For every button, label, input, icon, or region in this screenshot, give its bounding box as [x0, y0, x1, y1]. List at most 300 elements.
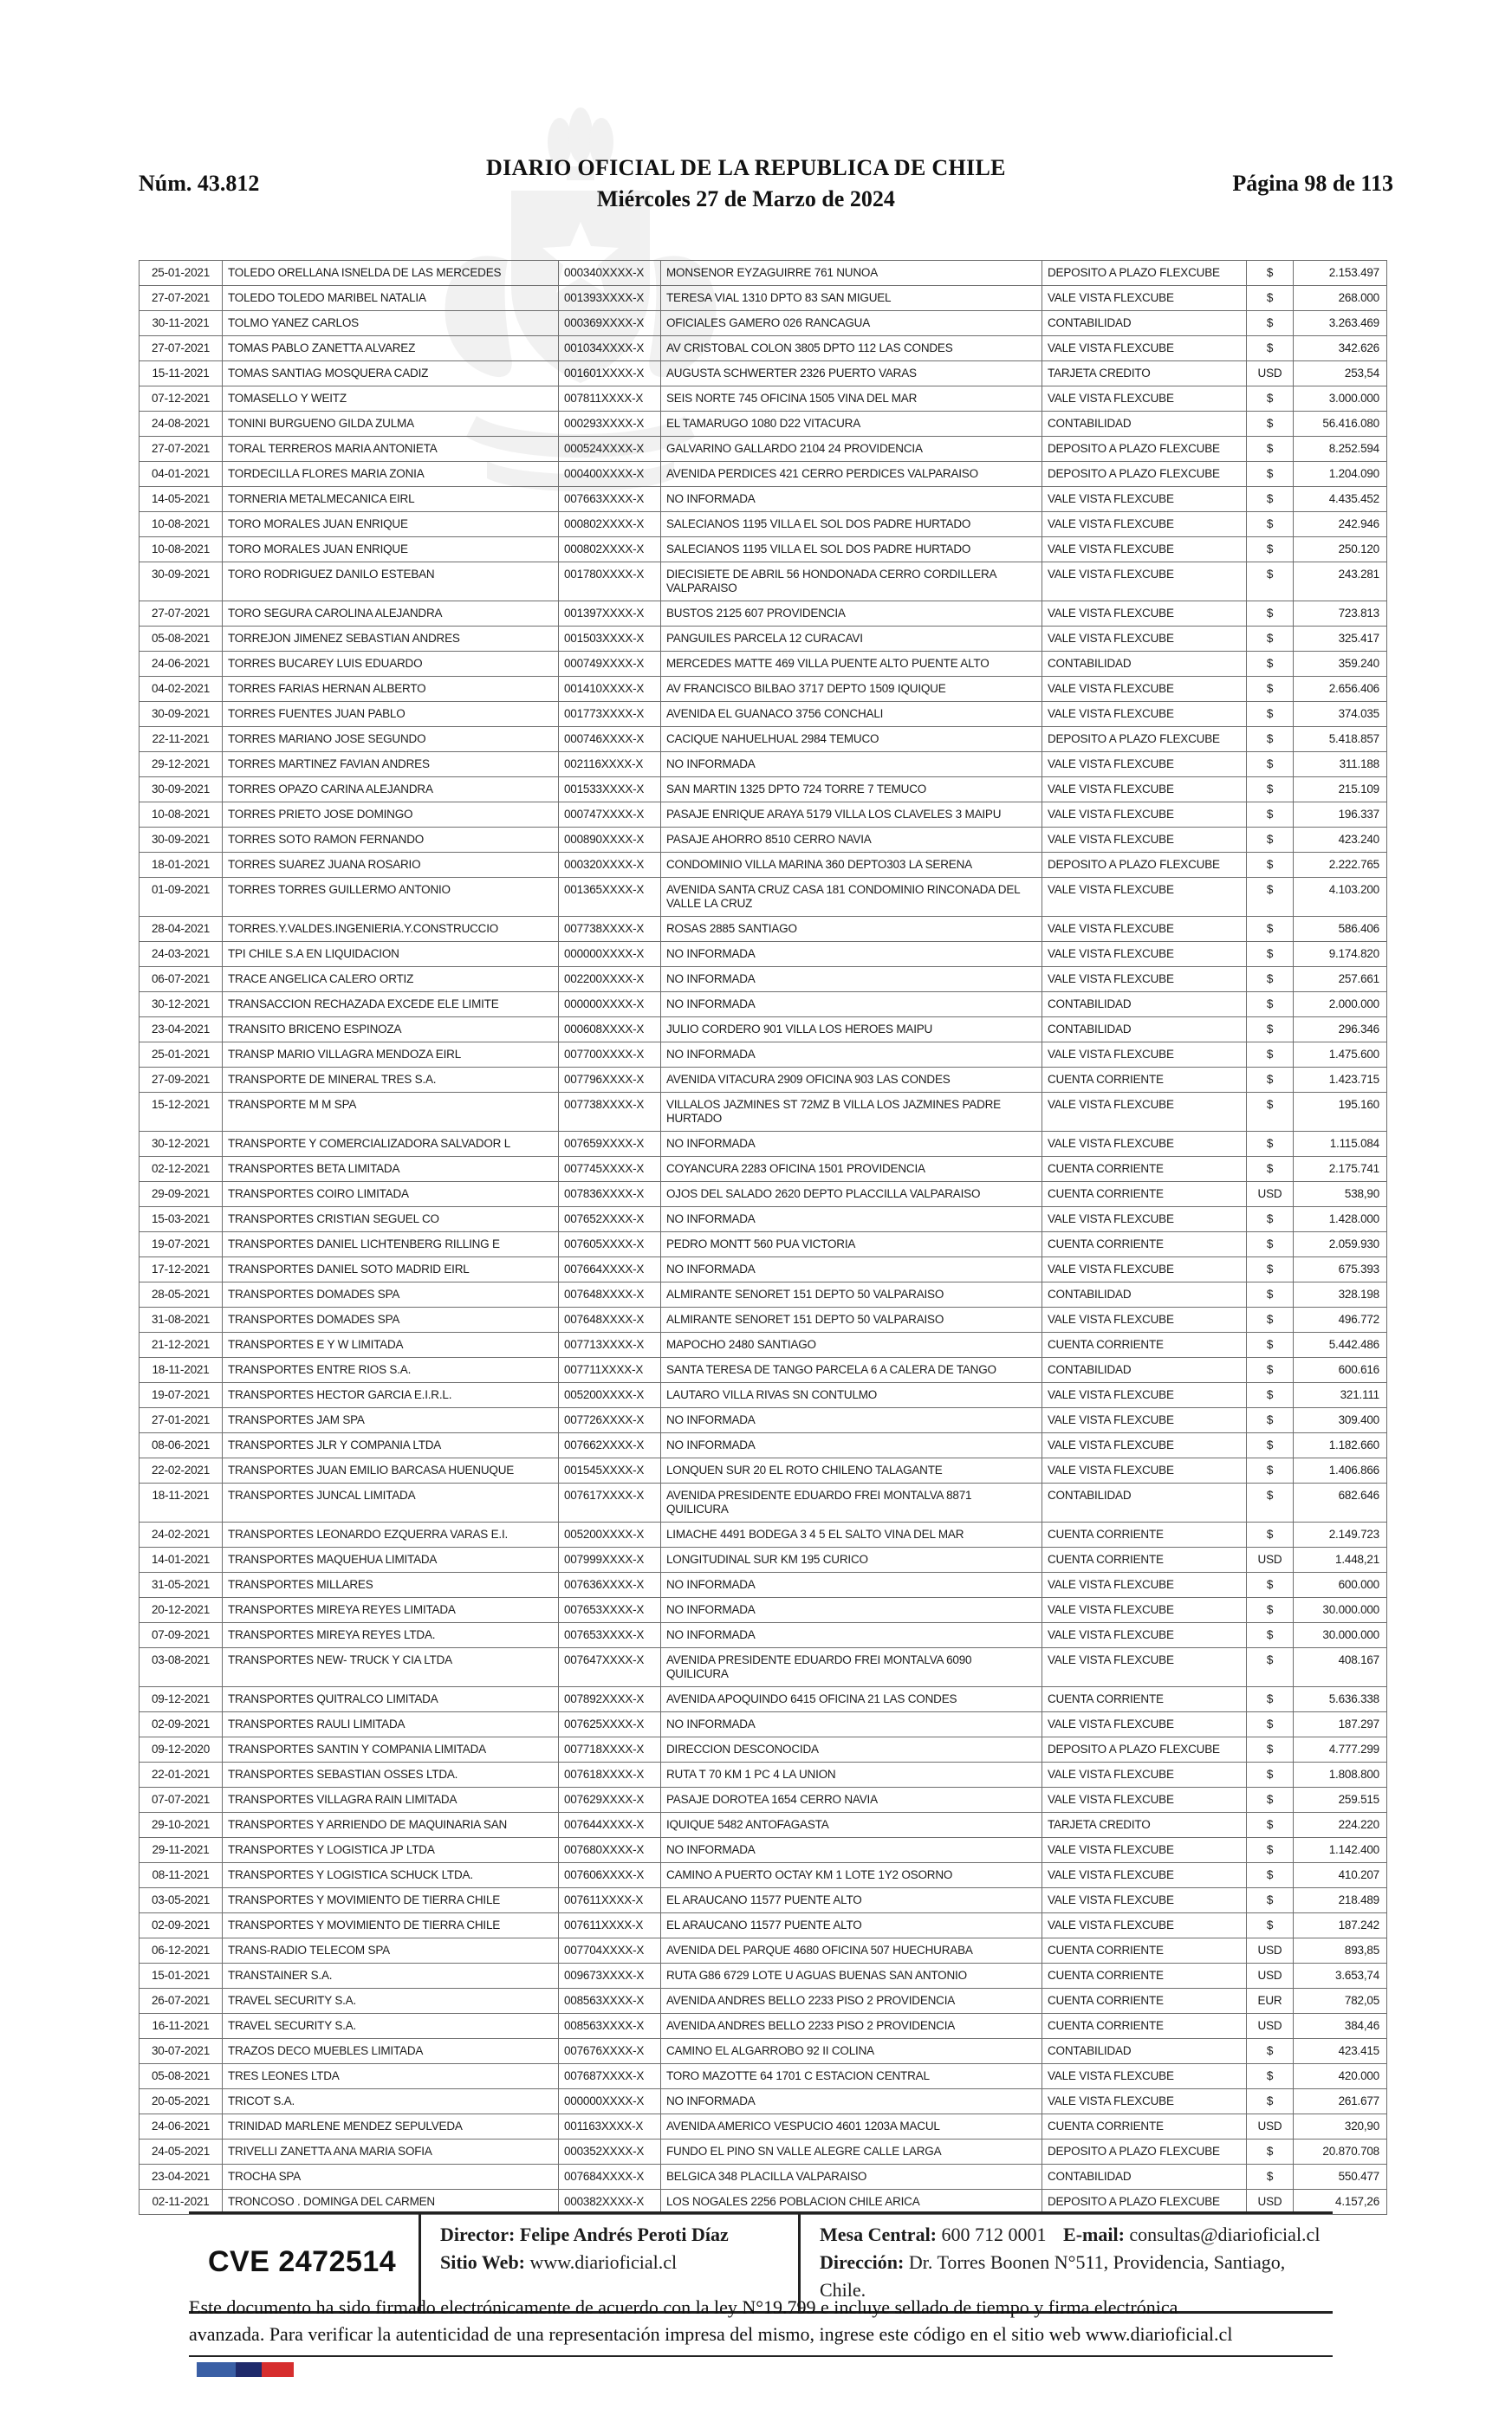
cell-amount: 342.626	[1294, 336, 1387, 361]
cell-address: TERESA VIAL 1310 DPTO 83 SAN MIGUEL	[661, 286, 1042, 311]
cell-rut: 007892XXXX-X	[559, 1687, 661, 1712]
cell-address: VILLALOS JAZMINES ST 72MZ B VILLA LOS JAZMINES PADRE HURTADO	[661, 1093, 1042, 1132]
cell-channel: CUENTA CORRIENTE	[1042, 1333, 1247, 1358]
cell-channel: VALE VISTA FLEXCUBE	[1042, 752, 1247, 777]
cell-channel: DEPOSITO A PLAZO FLEXCUBE	[1042, 727, 1247, 752]
masthead	[139, 153, 1393, 216]
cell-name: TOLEDO TOLEDO MARIBEL NATALIA	[223, 286, 559, 311]
cell-amount: 224.220	[1294, 1813, 1387, 1838]
cell-currency: $	[1247, 967, 1294, 992]
flag-segment	[236, 2362, 262, 2377]
table-row	[140, 1433, 1387, 1458]
cell-currency: USD	[1247, 1938, 1294, 1964]
cell-address: OFICIALES GAMERO 026 RANCAGUA	[661, 311, 1042, 336]
cell-date: 07-09-2021	[140, 1623, 223, 1648]
cell-date: 02-11-2021	[140, 2190, 223, 2215]
cell-amount: 311.188	[1294, 752, 1387, 777]
cell-address: SALECIANOS 1195 VILLA EL SOL DOS PADRE HURTADO	[661, 512, 1042, 537]
cell-address: CAMINO EL ALGARROBO 92 II COLINA	[661, 2039, 1042, 2064]
cell-currency: $	[1247, 1308, 1294, 1333]
cell-amount: 250.120	[1294, 537, 1387, 562]
cell-currency: $	[1247, 1132, 1294, 1157]
cell-address: AVENIDA DEL PARQUE 4680 OFICINA 507 HUECHURABA	[661, 1938, 1042, 1964]
cell-channel: CUENTA CORRIENTE	[1042, 1989, 1247, 2014]
table-row	[140, 1232, 1387, 1257]
cell-rut: 007648XXXX-X	[559, 1282, 661, 1308]
cell-name: TRANSPORTES SANTIN Y COMPANIA LIMITADA	[223, 1737, 559, 1763]
cell-address: SEIS NORTE 745 OFICINA 1505 VINA DEL MAR	[661, 386, 1042, 412]
cell-channel: DEPOSITO A PLAZO FLEXCUBE	[1042, 437, 1247, 462]
cell-channel: VALE VISTA FLEXCUBE	[1042, 1207, 1247, 1232]
cell-currency: $	[1247, 627, 1294, 652]
cell-name: TRANSPORTES Y MOVIMIENTO DE TIERRA CHILE	[223, 1888, 559, 1913]
cell-amount: 320,90	[1294, 2114, 1387, 2140]
cell-date: 10-08-2021	[140, 512, 223, 537]
cell-rut: 007718XXXX-X	[559, 1737, 661, 1763]
cell-currency: $	[1247, 2089, 1294, 2114]
cell-amount: 261.677	[1294, 2089, 1387, 2114]
cell-channel: CUENTA CORRIENTE	[1042, 1548, 1247, 1573]
cell-channel: CUENTA CORRIENTE	[1042, 2014, 1247, 2039]
cell-name: TORRES SOTO RAMON FERNANDO	[223, 828, 559, 853]
cell-currency: $	[1247, 1598, 1294, 1623]
table-row	[140, 1132, 1387, 1157]
cell-address: RUTA G86 6729 LOTE U AGUAS BUENAS SAN ANTONIO	[661, 1964, 1042, 1989]
cell-name: TRANSPORTES MIREYA REYES LTDA.	[223, 1623, 559, 1648]
cell-address: NO INFORMADA	[661, 967, 1042, 992]
cell-amount: 1.182.660	[1294, 1433, 1387, 1458]
cell-date: 31-05-2021	[140, 1573, 223, 1598]
cell-address: MONSENOR EYZAGUIRRE 761 NUNOA	[661, 261, 1042, 286]
cell-address: PEDRO MONTT 560 PUA VICTORIA	[661, 1232, 1042, 1257]
cell-name: TORRES.Y.VALDES.INGENIERIA.Y.CONSTRUCCIO	[223, 917, 559, 942]
cell-amount: 30.000.000	[1294, 1623, 1387, 1648]
cell-amount: 4.777.299	[1294, 1737, 1387, 1763]
cell-amount: 3.263.469	[1294, 311, 1387, 336]
cell-date: 24-08-2021	[140, 412, 223, 437]
table-row	[140, 1408, 1387, 1433]
cell-address: AV CRISTOBAL COLON 3805 DPTO 112 LAS CONDES	[661, 336, 1042, 361]
cell-date: 08-06-2021	[140, 1433, 223, 1458]
cell-date: 07-07-2021	[140, 1788, 223, 1813]
cell-amount: 496.772	[1294, 1308, 1387, 1333]
cell-date: 04-02-2021	[140, 677, 223, 702]
cell-rut: 007611XXXX-X	[559, 1913, 661, 1938]
cell-date: 08-11-2021	[140, 1863, 223, 1888]
cell-amount: 5.442.486	[1294, 1333, 1387, 1358]
cell-channel: VALE VISTA FLEXCUBE	[1042, 286, 1247, 311]
cell-address: EL ARAUCANO 11577 PUENTE ALTO	[661, 1888, 1042, 1913]
cell-rut: 007648XXXX-X	[559, 1308, 661, 1333]
cell-date: 30-12-2021	[140, 992, 223, 1017]
cell-amount: 321.111	[1294, 1383, 1387, 1408]
cell-channel: DEPOSITO A PLAZO FLEXCUBE	[1042, 2140, 1247, 2165]
cell-currency: USD	[1247, 361, 1294, 386]
legal-line-1: Este documento ha sido firmado electrónicamente de acuerdo con la ley N°19.799 e incluye sellado de tiempo y firma electrónica	[189, 2296, 1178, 2318]
cell-name: TRANSTAINER S.A.	[223, 1964, 559, 1989]
cell-date: 24-05-2021	[140, 2140, 223, 2165]
table-row	[140, 1157, 1387, 1182]
cell-amount: 586.406	[1294, 917, 1387, 942]
cell-address: DIRECCION DESCONOCIDA	[661, 1737, 1042, 1763]
cell-date: 19-07-2021	[140, 1232, 223, 1257]
cell-date: 29-11-2021	[140, 1838, 223, 1863]
cell-address: ALMIRANTE SENORET 151 DEPTO 50 VALPARAISO	[661, 1308, 1042, 1333]
cell-channel: VALE VISTA FLEXCUBE	[1042, 537, 1247, 562]
cell-currency: $	[1247, 311, 1294, 336]
cell-name: TRANSP MARIO VILLAGRA MENDOZA EIRL	[223, 1042, 559, 1068]
table-row	[140, 652, 1387, 677]
cell-rut: 000320XXXX-X	[559, 853, 661, 878]
cell-rut: 007606XXXX-X	[559, 1863, 661, 1888]
cell-name: TRANSPORTES ENTRE RIOS S.A.	[223, 1358, 559, 1383]
cell-channel: CONTABILIDAD	[1042, 652, 1247, 677]
cell-currency: $	[1247, 1017, 1294, 1042]
cell-rut: 007687XXXX-X	[559, 2064, 661, 2089]
cell-channel: TARJETA CREDITO	[1042, 1813, 1247, 1838]
cell-rut: 002116XXXX-X	[559, 752, 661, 777]
cell-date: 06-12-2021	[140, 1938, 223, 1964]
cell-currency: $	[1247, 1838, 1294, 1863]
cell-amount: 20.870.708	[1294, 2140, 1387, 2165]
cell-name: TORNERIA METALMECANICA EIRL	[223, 487, 559, 512]
cell-currency: $	[1247, 777, 1294, 802]
cell-name: TORAL TERREROS MARIA ANTONIETA	[223, 437, 559, 462]
cell-rut: 007663XXXX-X	[559, 487, 661, 512]
table-row	[140, 1523, 1387, 1548]
table-row	[140, 2165, 1387, 2190]
cell-amount: 2.149.723	[1294, 1523, 1387, 1548]
table-row	[140, 462, 1387, 487]
cell-rut: 002200XXXX-X	[559, 967, 661, 992]
cell-name: TRANSITO BRICENO ESPINOZA	[223, 1017, 559, 1042]
cell-name: TOLEDO ORELLANA ISNELDA DE LAS MERCEDES	[223, 261, 559, 286]
cell-name: TOLMO YANEZ CARLOS	[223, 311, 559, 336]
cell-channel: CUENTA CORRIENTE	[1042, 1232, 1247, 1257]
cell-name: TORREJON JIMENEZ SEBASTIAN ANDRES	[223, 627, 559, 652]
cell-rut: 000340XXXX-X	[559, 261, 661, 286]
cell-channel: CUENTA CORRIENTE	[1042, 1687, 1247, 1712]
cell-date: 15-03-2021	[140, 1207, 223, 1232]
cell-address: JULIO CORDERO 901 VILLA LOS HEROES MAIPU	[661, 1017, 1042, 1042]
table-row	[140, 677, 1387, 702]
cell-date: 28-04-2021	[140, 917, 223, 942]
cell-currency: $	[1247, 878, 1294, 917]
cell-name: TRANSPORTES JUAN EMILIO BARCASA HUENUQUE	[223, 1458, 559, 1484]
cell-amount: 2.000.000	[1294, 992, 1387, 1017]
cell-channel: VALE VISTA FLEXCUBE	[1042, 601, 1247, 627]
cell-currency: $	[1247, 802, 1294, 828]
cell-amount: 2.153.497	[1294, 261, 1387, 286]
cell-currency: $	[1247, 386, 1294, 412]
cell-address: DIECISIETE DE ABRIL 56 HONDONADA CERRO CORDILLERA VALPARAISO	[661, 562, 1042, 601]
cell-rut: 000749XXXX-X	[559, 652, 661, 677]
cell-name: TRANSPORTES DOMADES SPA	[223, 1308, 559, 1333]
table-row	[140, 1257, 1387, 1282]
cell-rut: 000000XXXX-X	[559, 942, 661, 967]
cell-name: TRAVEL SECURITY S.A.	[223, 2014, 559, 2039]
cell-rut: 007662XXXX-X	[559, 1433, 661, 1458]
cell-currency: $	[1247, 1763, 1294, 1788]
cell-rut: 000746XXXX-X	[559, 727, 661, 752]
cell-amount: 195.160	[1294, 1093, 1387, 1132]
cell-address: AVENIDA PERDICES 421 CERRO PERDICES VALPARAISO	[661, 462, 1042, 487]
cell-amount: 1.423.715	[1294, 1068, 1387, 1093]
flag-segment	[197, 2362, 236, 2377]
cell-rut: 007629XXXX-X	[559, 1788, 661, 1813]
cell-date: 30-12-2021	[140, 1132, 223, 1157]
cell-rut: 001601XXXX-X	[559, 361, 661, 386]
cell-channel: VALE VISTA FLEXCUBE	[1042, 1308, 1247, 1333]
cell-channel: CUENTA CORRIENTE	[1042, 1068, 1247, 1093]
cell-address: NO INFORMADA	[661, 752, 1042, 777]
table-row	[140, 562, 1387, 601]
cell-currency: $	[1247, 1813, 1294, 1838]
cell-address: IQUIQUE 5482 ANTOFAGASTA	[661, 1813, 1042, 1838]
cell-date: 03-05-2021	[140, 1888, 223, 1913]
cell-address: AVENIDA PRESIDENTE EDUARDO FREI MONTALVA 8871 QUILICURA	[661, 1484, 1042, 1523]
cell-currency: $	[1247, 1913, 1294, 1938]
cell-channel: CUENTA CORRIENTE	[1042, 1964, 1247, 1989]
table-row	[140, 1938, 1387, 1964]
cell-rut: 001773XXXX-X	[559, 702, 661, 727]
page-number: Página 98 de 113	[1232, 171, 1393, 197]
cell-name: TRANSPORTES JLR Y COMPANIA LTDA	[223, 1433, 559, 1458]
cell-name: TRANSPORTES Y LOGISTICA JP LTDA	[223, 1838, 559, 1863]
cell-date: 05-08-2021	[140, 2064, 223, 2089]
cell-currency: $	[1247, 487, 1294, 512]
cell-name: TRANSPORTES HECTOR GARCIA E.I.R.L.	[223, 1383, 559, 1408]
cell-date: 24-03-2021	[140, 942, 223, 967]
cell-name: TRANSPORTES DANIEL SOTO MADRID EIRL	[223, 1257, 559, 1282]
cell-amount: 2.059.930	[1294, 1232, 1387, 1257]
cell-date: 29-09-2021	[140, 1182, 223, 1207]
cell-currency: $	[1247, 2165, 1294, 2190]
cell-channel: DEPOSITO A PLAZO FLEXCUBE	[1042, 1737, 1247, 1763]
cell-date: 10-08-2021	[140, 537, 223, 562]
cell-amount: 8.252.594	[1294, 437, 1387, 462]
cell-name: TORDECILLA FLORES MARIA ZONIA	[223, 462, 559, 487]
table-row	[140, 942, 1387, 967]
records-table	[139, 260, 1387, 2215]
table-row	[140, 2114, 1387, 2140]
cell-date: 21-12-2021	[140, 1333, 223, 1358]
cell-amount: 187.242	[1294, 1913, 1387, 1938]
address-label: Dirección:	[820, 2250, 905, 2273]
cell-channel: VALE VISTA FLEXCUBE	[1042, 878, 1247, 917]
cell-date: 18-11-2021	[140, 1484, 223, 1523]
cell-rut: 007618XXXX-X	[559, 1763, 661, 1788]
cell-rut: 007680XXXX-X	[559, 1838, 661, 1863]
cell-amount: 4.435.452	[1294, 487, 1387, 512]
cell-amount: 1.142.400	[1294, 1838, 1387, 1863]
flag-logo-icon	[197, 2362, 294, 2377]
cell-currency: USD	[1247, 2114, 1294, 2140]
table-row	[140, 286, 1387, 311]
cell-date: 24-06-2021	[140, 2114, 223, 2140]
cell-rut: 007836XXXX-X	[559, 1182, 661, 1207]
cell-name: TOMAS PABLO ZANETTA ALVAREZ	[223, 336, 559, 361]
cell-amount: 600.000	[1294, 1573, 1387, 1598]
table-row	[140, 1308, 1387, 1333]
email-address: consultas@diarioficial.cl	[1129, 2224, 1321, 2245]
cell-name: TRANSPORTES MAQUEHUA LIMITADA	[223, 1548, 559, 1573]
cell-date: 04-01-2021	[140, 462, 223, 487]
cell-rut: 000747XXXX-X	[559, 802, 661, 828]
cell-address: EL TAMARUGO 1080 D22 VITACURA	[661, 412, 1042, 437]
cell-channel: VALE VISTA FLEXCUBE	[1042, 1408, 1247, 1433]
cell-rut: 008563XXXX-X	[559, 2014, 661, 2039]
cell-amount: 328.198	[1294, 1282, 1387, 1308]
cell-date: 28-05-2021	[140, 1282, 223, 1308]
cell-amount: 374.035	[1294, 702, 1387, 727]
table-row	[140, 1989, 1387, 2014]
cell-address: AVENIDA ANDRES BELLO 2233 PISO 2 PROVIDENCIA	[661, 1989, 1042, 2014]
cell-name: TOMAS SANTIAG MOSQUERA CADIZ	[223, 361, 559, 386]
cell-channel: VALE VISTA FLEXCUBE	[1042, 627, 1247, 652]
cell-channel: VALE VISTA FLEXCUBE	[1042, 967, 1247, 992]
cell-name: TRANSPORTE DE MINERAL TRES S.A.	[223, 1068, 559, 1093]
table-row	[140, 853, 1387, 878]
cell-rut: 000400XXXX-X	[559, 462, 661, 487]
cell-currency: $	[1247, 562, 1294, 601]
cell-rut: 000352XXXX-X	[559, 2140, 661, 2165]
cell-amount: 243.281	[1294, 562, 1387, 601]
cell-name: TRINIDAD MARLENE MENDEZ SEPULVEDA	[223, 2114, 559, 2140]
cell-address: EL ARAUCANO 11577 PUENTE ALTO	[661, 1913, 1042, 1938]
table-row	[140, 2064, 1387, 2089]
cell-name: TRANSPORTES COIRO LIMITADA	[223, 1182, 559, 1207]
masthead-center	[486, 153, 1006, 216]
cell-channel: VALE VISTA FLEXCUBE	[1042, 702, 1247, 727]
cell-channel: CONTABILIDAD	[1042, 1484, 1247, 1523]
table-row	[140, 1913, 1387, 1938]
table-row	[140, 1687, 1387, 1712]
cell-address: AVENIDA ANDRES BELLO 2233 PISO 2 PROVIDENCIA	[661, 2014, 1042, 2039]
cell-channel: VALE VISTA FLEXCUBE	[1042, 942, 1247, 967]
cell-name: TRANSPORTES MILLARES	[223, 1573, 559, 1598]
cell-amount: 1.406.866	[1294, 1458, 1387, 1484]
cell-channel: VALE VISTA FLEXCUBE	[1042, 802, 1247, 828]
cell-rut: 007711XXXX-X	[559, 1358, 661, 1383]
cell-address: NO INFORMADA	[661, 1712, 1042, 1737]
cell-name: TRANSPORTES RAULI LIMITADA	[223, 1712, 559, 1737]
cell-name: TORRES FARIAS HERNAN ALBERTO	[223, 677, 559, 702]
cell-name: TRANSPORTES JAM SPA	[223, 1408, 559, 1433]
table-row	[140, 412, 1387, 437]
cell-channel: CUENTA CORRIENTE	[1042, 1157, 1247, 1182]
director-name: Felipe Andrés Peroti Díaz	[519, 2224, 729, 2245]
cell-rut: 007726XXXX-X	[559, 1408, 661, 1433]
table-row	[140, 261, 1387, 286]
cell-currency: $	[1247, 1573, 1294, 1598]
cell-address: GALVARINO GALLARDO 2104 24 PROVIDENCIA	[661, 437, 1042, 462]
cell-date: 20-05-2021	[140, 2089, 223, 2114]
cell-amount: 782,05	[1294, 1989, 1387, 2014]
cell-amount: 423.415	[1294, 2039, 1387, 2064]
cell-date: 30-09-2021	[140, 562, 223, 601]
cell-address: NO INFORMADA	[661, 992, 1042, 1017]
cell-date: 27-07-2021	[140, 336, 223, 361]
table-row	[140, 2014, 1387, 2039]
cell-address: NO INFORMADA	[661, 1207, 1042, 1232]
cell-address: LAUTARO VILLA RIVAS SN CONTULMO	[661, 1383, 1042, 1408]
cell-rut: 005200XXXX-X	[559, 1383, 661, 1408]
cell-name: TORRES BUCAREY LUIS EDUARDO	[223, 652, 559, 677]
table-row	[140, 1207, 1387, 1232]
cell-currency: $	[1247, 1408, 1294, 1433]
cell-amount: 410.207	[1294, 1863, 1387, 1888]
cell-rut: 007684XXXX-X	[559, 2165, 661, 2190]
table-row	[140, 1068, 1387, 1093]
cell-date: 29-10-2021	[140, 1813, 223, 1838]
phone-email-line	[820, 2221, 1333, 2249]
cell-address: BELGICA 348 PLACILLA VALPARAISO	[661, 2165, 1042, 2190]
cell-channel: VALE VISTA FLEXCUBE	[1042, 1712, 1247, 1737]
cell-rut: 001780XXXX-X	[559, 562, 661, 601]
cell-currency: $	[1247, 1232, 1294, 1257]
cell-channel: VALE VISTA FLEXCUBE	[1042, 336, 1247, 361]
cell-channel: VALE VISTA FLEXCUBE	[1042, 512, 1247, 537]
legal-line-2: avanzada. Para verificar la autenticidad de una representación impresa del mismo, ingrese este código en el sitio web www.diarioficial.cl	[189, 2322, 1233, 2345]
table-row	[140, 1838, 1387, 1863]
cell-currency: USD	[1247, 2014, 1294, 2039]
cell-name: TRANSPORTES SEBASTIAN OSSES LTDA.	[223, 1763, 559, 1788]
cell-name: TORRES FUENTES JUAN PABLO	[223, 702, 559, 727]
cell-name: TORRES SUAREZ JUANA ROSARIO	[223, 853, 559, 878]
cell-name: TORRES MARTINEZ FAVIAN ANDRES	[223, 752, 559, 777]
cell-currency: $	[1247, 537, 1294, 562]
director-label: Director:	[440, 2224, 516, 2245]
cell-channel: VALE VISTA FLEXCUBE	[1042, 828, 1247, 853]
cell-amount: 253,54	[1294, 361, 1387, 386]
cell-date: 23-04-2021	[140, 1017, 223, 1042]
table-row	[140, 1383, 1387, 1408]
cell-amount: 215.109	[1294, 777, 1387, 802]
cell-name: TRIVELLI ZANETTA ANA MARIA SOFIA	[223, 2140, 559, 2165]
cell-amount: 3.653,74	[1294, 1964, 1387, 1989]
cell-currency: $	[1247, 1157, 1294, 1182]
cell-channel: VALE VISTA FLEXCUBE	[1042, 2089, 1247, 2114]
cell-address: AVENIDA VITACURA 2909 OFICINA 903 LAS CONDES	[661, 1068, 1042, 1093]
cell-channel: VALE VISTA FLEXCUBE	[1042, 1863, 1247, 1888]
cell-amount: 5.418.857	[1294, 727, 1387, 752]
cell-channel: VALE VISTA FLEXCUBE	[1042, 1763, 1247, 1788]
cell-currency: $	[1247, 1648, 1294, 1687]
cell-name: TRANSPORTES QUITRALCO LIMITADA	[223, 1687, 559, 1712]
cell-date: 24-02-2021	[140, 1523, 223, 1548]
cell-channel: VALE VISTA FLEXCUBE	[1042, 386, 1247, 412]
table-row	[140, 1763, 1387, 1788]
cell-name: TORRES MARIANO JOSE SEGUNDO	[223, 727, 559, 752]
website-label: Sitio Web:	[440, 2250, 526, 2273]
cell-amount: 420.000	[1294, 2064, 1387, 2089]
cell-date: 30-09-2021	[140, 777, 223, 802]
cell-name: TRANSPORTES MIREYA REYES LIMITADA	[223, 1598, 559, 1623]
cell-currency: $	[1247, 1093, 1294, 1132]
cell-rut: 001410XXXX-X	[559, 677, 661, 702]
cell-amount: 1.204.090	[1294, 462, 1387, 487]
cell-amount: 5.636.338	[1294, 1687, 1387, 1712]
cell-date: 09-12-2020	[140, 1737, 223, 1763]
cell-amount: 30.000.000	[1294, 1598, 1387, 1623]
cell-currency: $	[1247, 1623, 1294, 1648]
director-line	[440, 2221, 798, 2249]
cell-amount: 550.477	[1294, 2165, 1387, 2190]
cell-date: 30-09-2021	[140, 828, 223, 853]
cell-address: AVENIDA APOQUINDO 6415 OFICINA 21 LAS CONDES	[661, 1687, 1042, 1712]
table-row	[140, 1623, 1387, 1648]
